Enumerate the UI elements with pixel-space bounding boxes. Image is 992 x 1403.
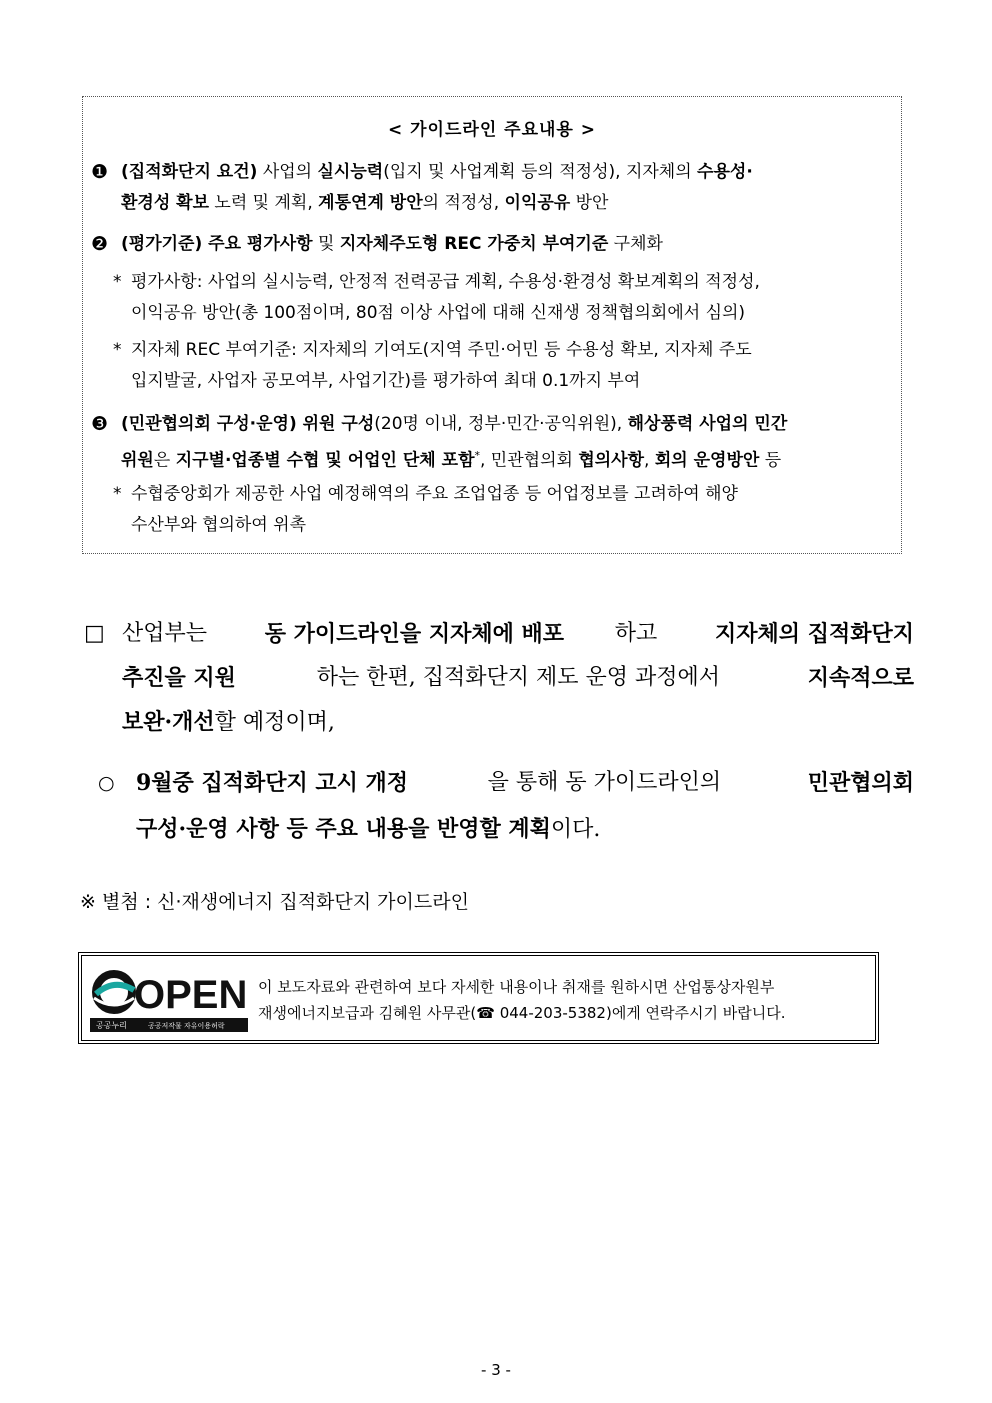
main-paragraph-1	[84, 612, 914, 745]
circle-bullet: ○	[98, 772, 115, 794]
contact-text	[258, 974, 786, 1026]
note-3-line-2: 수산부와 협의하여 위촉	[131, 515, 307, 535]
text-segment: , 민관협의회	[480, 450, 579, 471]
item-1-line-1	[91, 157, 893, 188]
main-paragraph-2	[84, 760, 914, 853]
item-number: ❸	[91, 413, 109, 435]
guideline-note-1	[113, 267, 893, 329]
text-segment: 하고	[614, 621, 665, 646]
text-segment: 을 통해 동 가이드라인의	[487, 770, 729, 795]
attachment-note: ※ 별첨 : 신·재생에너지 집적화단지 가이드라인	[80, 891, 469, 913]
text-segment: 등	[759, 450, 782, 471]
text-segment: 9월중 집적화단지 고시 개정	[136, 770, 409, 796]
note-1-line-2: 이익공유 방안(총 100점이며, 80점 이상 사업에 대해 신재생 정책협의회에서 심의)	[131, 303, 746, 323]
logo-open-text: OPEN	[134, 973, 248, 1017]
item-1-line-2	[91, 188, 893, 219]
text-segment: 구성·운영 사항 등 주요 내용을 반영할 계획	[136, 816, 551, 842]
square-bullet: □	[84, 621, 105, 646]
text-segment: 지자체주도형 REC 가중치 부여기준	[339, 234, 609, 254]
text-segment: 환경성 확보	[121, 193, 210, 213]
logo-sub-2: 공공저작물 자유이용허락	[148, 1022, 225, 1030]
text-segment: 지구별·업종별 수협 및 어업인 단체 포함	[175, 450, 475, 471]
text-segment: 해상풍력 사업의 민간	[627, 414, 788, 434]
text-segment: 계통연계 방안	[318, 193, 423, 213]
note-asterisk: *	[113, 272, 122, 292]
text-segment: (평가기준) 주요 평가사항	[121, 234, 313, 254]
text-segment: ,	[644, 450, 655, 471]
text-segment: 동 가이드라인을 지자체에 배포	[264, 621, 565, 647]
text-segment: (집적화단지 요건)	[121, 162, 258, 182]
open-license-box	[78, 952, 879, 1044]
guideline-note-3	[113, 479, 893, 541]
text-segment: 이익공유	[504, 193, 571, 213]
item-number: ❷	[91, 233, 109, 255]
open-license-inner-border	[81, 955, 876, 1041]
text-segment: 은	[153, 450, 176, 471]
text-segment: 이다.	[550, 817, 601, 842]
text-segment: 보완·개선	[122, 709, 215, 735]
item-3-line-1	[91, 409, 893, 440]
guideline-item-3	[91, 409, 893, 477]
logo-sub-1: 공공누리	[96, 1021, 127, 1030]
para-2-line-2	[136, 806, 914, 853]
text-segment: (입지 및 사업계획 등의 적정성), 지자체의	[383, 162, 698, 182]
text-segment: 하는 한편, 집적화단지 제도 운영 과정에서	[316, 665, 727, 690]
contact-line-2: 재생에너지보급과 김혜원 사무관(☎ 044-203-5382)에게 연락주시기 바랍니다.	[258, 1004, 786, 1022]
text-segment: 추진을 지원	[122, 665, 236, 691]
text-segment: *	[474, 449, 480, 462]
guideline-note-2	[113, 335, 893, 397]
text-segment: 산업부는	[122, 621, 215, 646]
item-2-line-1	[91, 229, 893, 260]
text-segment: (20명 이내, 정부·민간·공익위원),	[374, 414, 628, 434]
text-segment: 지자체의 집적화단지	[715, 621, 914, 647]
guideline-box-title: < 가이드라인 주요내용 >	[387, 120, 597, 140]
item-number: ❶	[91, 161, 109, 183]
text-segment: (민관협의회 구성·운영) 위원 구성	[121, 414, 375, 434]
note-1-line-1: 평가사항: 사업의 실시능력, 안정적 전력공급 계획, 수용성·환경성 확보계획의 적정성,	[131, 272, 760, 292]
text-segment: 노력 및 계획,	[209, 193, 319, 213]
guideline-item-2	[91, 229, 893, 260]
text-segment: 의 적정성,	[422, 193, 505, 213]
text-segment: 실시능력	[317, 162, 384, 182]
text-segment: 수용성·	[697, 162, 753, 182]
note-2-line-2: 입지발굴, 사업자 공모여부, 사업기간)를 평가하여 최대 0.1까지 부여	[131, 371, 641, 391]
contact-line-1: 이 보도자료와 관련하여 보다 자세한 내용이나 취재를 원하시면 산업통상자원부	[258, 978, 775, 996]
note-asterisk: *	[113, 340, 122, 360]
text-segment: 회의 운영방안	[654, 450, 760, 471]
text-segment: 지속적으로	[807, 665, 914, 691]
para-2-line-1	[136, 760, 914, 806]
text-segment: 협의사항	[578, 450, 645, 471]
para-1-line-2	[122, 656, 914, 700]
text-segment: 민관협의회	[807, 770, 914, 796]
guideline-item-1	[91, 157, 893, 219]
text-segment: 방안	[570, 193, 609, 213]
note-3-line-1: 수협중앙회가 제공한 사업 예정해역의 주요 조업업종 등 어업정보를 고려하여 해양	[131, 484, 738, 504]
text-segment: 할 예정이며,	[214, 710, 335, 735]
text-segment: 사업의	[257, 162, 318, 182]
text-segment: 및	[312, 234, 340, 254]
item-3-line-2	[91, 440, 893, 477]
note-2-line-1: 지자체 REC 부여기준: 지자체의 기여도(지역 주민·어민 등 수용성 확보, 지자체 주도	[131, 340, 752, 360]
note-asterisk: *	[113, 484, 122, 504]
page-number: - 3 -	[481, 1361, 511, 1379]
para-1-line-1	[122, 612, 914, 656]
para-1-line-3	[122, 700, 914, 745]
text-segment: 위원	[121, 450, 154, 471]
kogl-open-logo	[90, 968, 248, 1032]
text-segment: 구체화	[608, 234, 663, 254]
guideline-summary-box	[82, 96, 902, 554]
